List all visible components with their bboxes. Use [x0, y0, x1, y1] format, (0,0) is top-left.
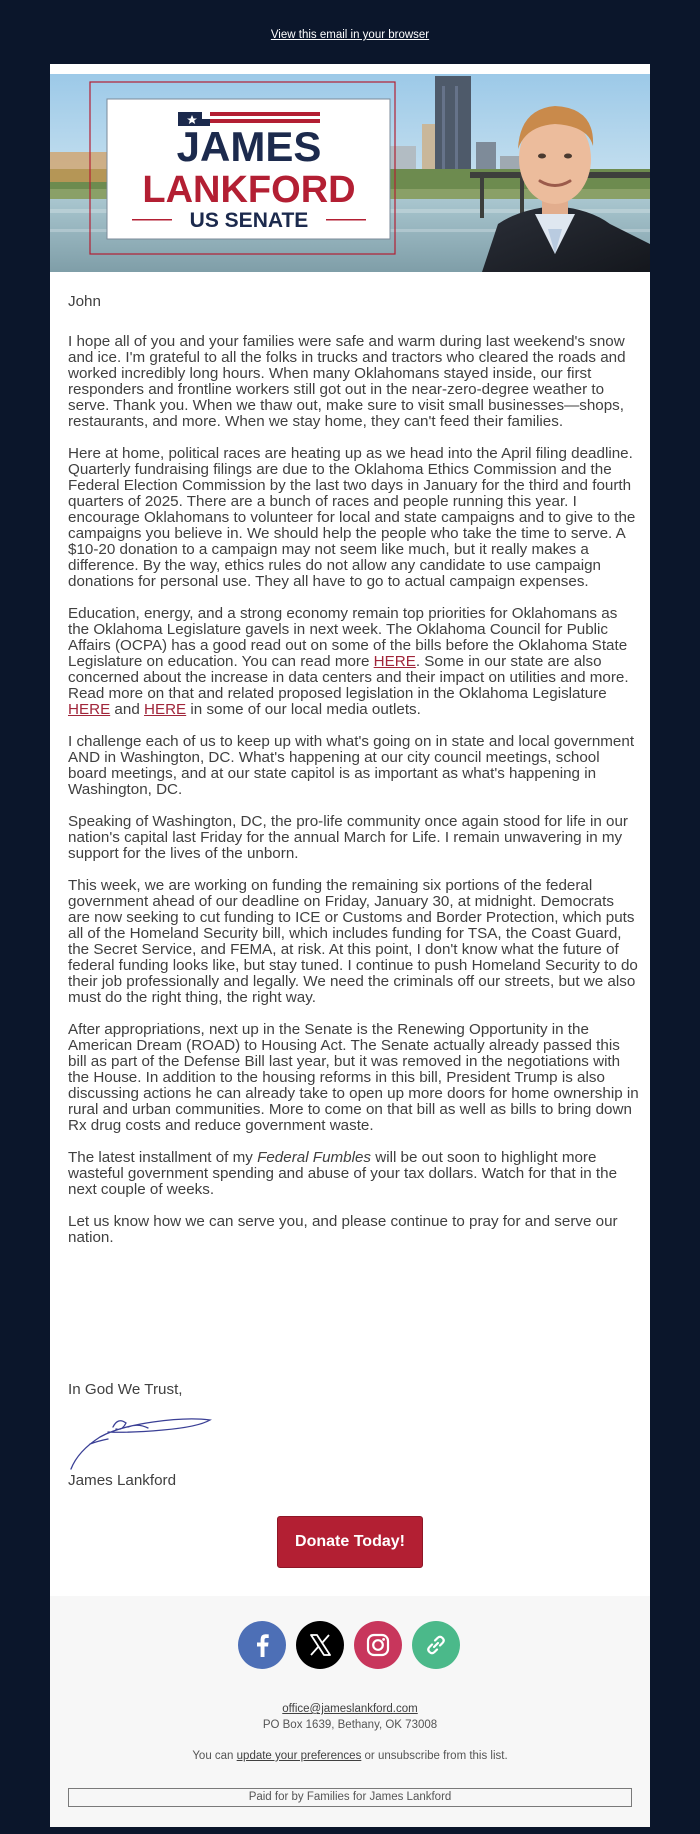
- closing: In God We Trust,: [68, 1381, 183, 1398]
- letter-body: [68, 294, 640, 1262]
- preferences-line: [50, 1750, 650, 1762]
- banner-image: [50, 64, 650, 272]
- paragraph-5: Speaking of Washington, DC, the pro-life community once again stood for life in our nation's capital last Friday for the annual March for Life. I remain unwavering in my support for the lives of the unborn.: [68, 813, 628, 862]
- paragraph-4: I challenge each of us to keep up with what's going on in state and local government AND in Washington, DC. What's happening at our city council meetings, school board meetings, and at our state capitol is as important as what's happening in Washington, DC.: [68, 733, 635, 798]
- x-icon[interactable]: [296, 1621, 344, 1669]
- greeting: John: [68, 293, 101, 310]
- paragraph-2: Here at home, political races are heating up as we head into the April filing deadline. Quarterly fundraising filings are due to the Oklahoma Ethics Commission and the Federal Election Commission by the last two days in January for the third and fourth quarters of 2025. There are a bunch of races and people running this year. I encourage Oklahomans to volunteer for local and state campaigns and to give to the campaigns you believe in. We should help the people who take the time to serve. A $10-20 donation to a campaign may not seem like much, but it really makes a difference. By the way, ethics rules do not allow any candidate to use campaign donations for personal use. They all have to go to actual campaign expenses.: [68, 445, 636, 590]
- paragraph-1: I hope all of you and your families were safe and warm during last weekend's snow and ice. I'm grateful to all the folks in trucks and tractors who cleared the roads and worked incredibly long hours. When many Oklahomans stayed inside, our first responders and frontline workers still got out in the near-zero-degree weather to serve. Thank you. When we thaw out, make sure to visit small businesses—shops, restaurants, and more. When we stay home, they can't feed their families.: [68, 333, 626, 430]
- paragraph-3-text: in some of our local media outlets.: [186, 701, 421, 718]
- paragraph-3-text: . Some in our state are also concerned about the increase in data centers and their impact on utilities and more. Read more on that and related proposed legislation in the Oklahoma Legislature: [68, 653, 629, 702]
- email-card: [50, 64, 650, 1827]
- ocpa-here-link[interactable]: HERE: [373, 653, 416, 670]
- federal-fumbles-title: Federal Fumbles: [257, 1149, 372, 1166]
- contact-email: [50, 1703, 650, 1715]
- paid-for-disclaimer: Paid for by Families for James Lankford: [68, 1788, 632, 1807]
- header-banner: [50, 64, 650, 272]
- paragraph-8-text: The latest installment of my: [68, 1149, 258, 1166]
- mailing-address: PO Box 1639, Bethany, OK 73008: [262, 1719, 438, 1731]
- campaign-logo: [107, 99, 390, 239]
- donate-button[interactable]: Donate Today!: [277, 1516, 423, 1568]
- data-center-here-link-1[interactable]: HERE: [68, 701, 111, 718]
- instagram-icon[interactable]: [354, 1621, 402, 1669]
- paragraph-8: [68, 1150, 640, 1198]
- paragraph-8-text: will be out soon to highlight more wasteful government spending and abuse of your tax dollars. Watch for that in the next couple of weeks.: [68, 1149, 618, 1198]
- signed-name: James Lankford: [68, 1472, 177, 1489]
- signature-image: [68, 1409, 218, 1471]
- view-in-browser-link[interactable]: View this email in your browser: [270, 29, 430, 41]
- logo-line3: US SENATE: [189, 209, 309, 232]
- paragraph-9: Let us know how we can serve you, and please continue to pray for and serve our nation.: [68, 1213, 618, 1246]
- paragraph-7: After appropriations, next up in the Senate is the Renewing Opportunity in the American Dream (ROAD) to Housing Act. The Senate actually already passed this bill as part of the Defense Bill last year, but it was removed in the negotiations with the House. In addition to the housing reforms in this bill, President Trump is also discussing actions he can already take to open up more doors for home ownership in rural and urban communities. More to come on that bill as well as bills to bring down Rx drug costs and reduce government waste.: [68, 1021, 639, 1134]
- facebook-icon[interactable]: [238, 1621, 286, 1669]
- paragraph-3-text: and: [110, 701, 144, 718]
- preferences-text: You can: [192, 1750, 237, 1762]
- data-center-here-link-2[interactable]: HERE: [143, 701, 187, 718]
- update-preferences-link[interactable]: update your preferences: [236, 1750, 362, 1762]
- paragraph-3-text: Education, energy, and a strong economy remain top priorities for Oklahomans as the Oklahoma Legislature gavels in next week. The Oklahoma Council for Public Affairs (OCPA) has a good read out on some of the bills before the Oklahoma State Legislature on education. You can read more: [68, 605, 628, 670]
- logo-line1: JAMES: [176, 123, 322, 170]
- paragraph-3: [68, 606, 640, 718]
- social-links: [238, 1621, 462, 1669]
- logo-line2: LANKFORD: [142, 169, 356, 211]
- preferences-text: or unsubscribe from this list.: [361, 1750, 508, 1762]
- email-link[interactable]: office@jameslankford.com: [282, 1703, 418, 1715]
- website-link-icon[interactable]: [412, 1621, 460, 1669]
- paragraph-6: This week, we are working on funding the remaining six portions of the federal government ahead of our deadline on Friday, January 30, at midnight. Democrats are now seeking to cut funding to ICE or Customs and Border Protection, which puts all of the Homeland Security bill, which includes funding for TSA, the Coast Guard, the Secret Service, and FEMA, at risk. At this point, I don't know what the future of federal funding looks like, but stay tuned. I continue to push Homeland Security to do their job professionally and legally. We need the criminals off our streets, but we also must do the right thing, the right way.: [68, 877, 638, 1006]
- footer: [50, 1596, 650, 1827]
